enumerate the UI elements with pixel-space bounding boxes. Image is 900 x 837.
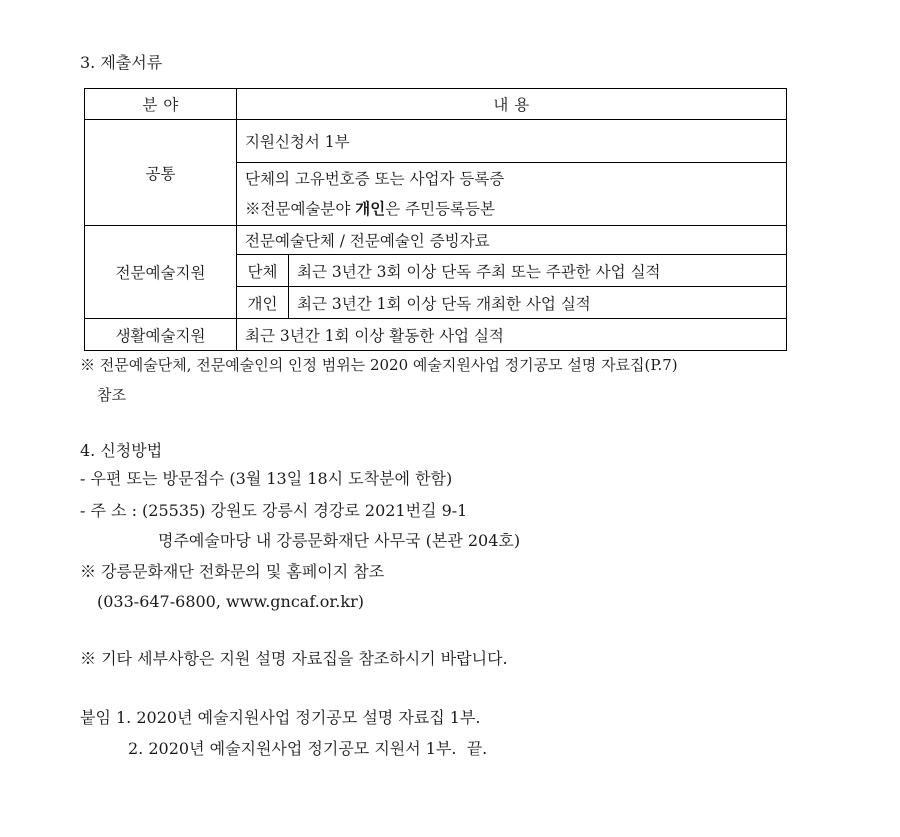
- header-category: 분 야: [85, 89, 237, 120]
- header-content: 내 용: [237, 89, 787, 120]
- table-row: [85, 319, 787, 351]
- application-method: - 우편 또는 방문접수 (3월 13일 18시 도착분에 한함): [80, 469, 453, 488]
- professional-evidence: 전문예술단체 / 전문예술인 증빙자료: [237, 226, 787, 255]
- address-line-2: 명주예술마당 내 강릉문화재단 사무국 (본관 204호): [158, 531, 521, 550]
- common-item-3-prefix: ※전문예술분야: [245, 199, 356, 218]
- attachment-1: 붙임 1. 2020년 예술지원사업 정기공모 설명 자료집 1부.: [80, 708, 481, 727]
- attachment-2: 2. 2020년 예술지원사업 정기공모 지원서 1부. 끝.: [128, 739, 488, 758]
- contact-note: ※ 강릉문화재단 전화문의 및 홈페이지 참조: [80, 562, 385, 581]
- address-line-1: - 주 소 : (25535) 강원도 강릉시 경강로 2021번길 9-1: [80, 501, 468, 520]
- life-text: 최근 3년간 1회 이상 활동한 사업 실적: [237, 319, 787, 351]
- recognition-note-cont: 참조: [97, 386, 126, 404]
- common-item-1: 지원신청서 1부: [237, 120, 787, 163]
- documents-table: [84, 88, 787, 351]
- professional-label: 전문예술지원: [85, 226, 237, 319]
- common-item-3-bold: 개인: [355, 198, 386, 218]
- life-label: 생활예술지원: [85, 319, 237, 351]
- common-item-3-suffix: 은 주민등록등본: [385, 199, 495, 218]
- section4-title: 4. 신청방법: [80, 441, 163, 460]
- common-item-2-text: 단체의 고유번호증 또는 사업자 등록증: [245, 169, 505, 188]
- common-item-2: [237, 163, 787, 226]
- table-row: [85, 226, 787, 255]
- contact-info: (033-647-6800, www.gncaf.or.kr): [97, 592, 364, 611]
- table-header-row: [85, 89, 787, 120]
- table-row: [85, 120, 787, 163]
- recognition-note: ※ 전문예술단체, 전문예술인의 인정 범위는 2020 예술지원사업 정기공모 설명 자료집(P.7): [80, 356, 678, 374]
- final-note: ※ 기타 세부사항은 지원 설명 자료집을 참조하시기 바랍니다.: [80, 649, 508, 668]
- common-label: 공통: [85, 120, 237, 226]
- section3-title: 3. 제출서류: [80, 53, 163, 72]
- professional-individual-text: 최근 3년간 1회 이상 단독 개최한 사업 실적: [289, 287, 787, 319]
- professional-group-text: 최근 3년간 3회 이상 단독 주최 또는 주관한 사업 실적: [289, 255, 787, 287]
- professional-individual-label: 개인: [237, 287, 289, 319]
- professional-group-label: 단체: [237, 255, 289, 287]
